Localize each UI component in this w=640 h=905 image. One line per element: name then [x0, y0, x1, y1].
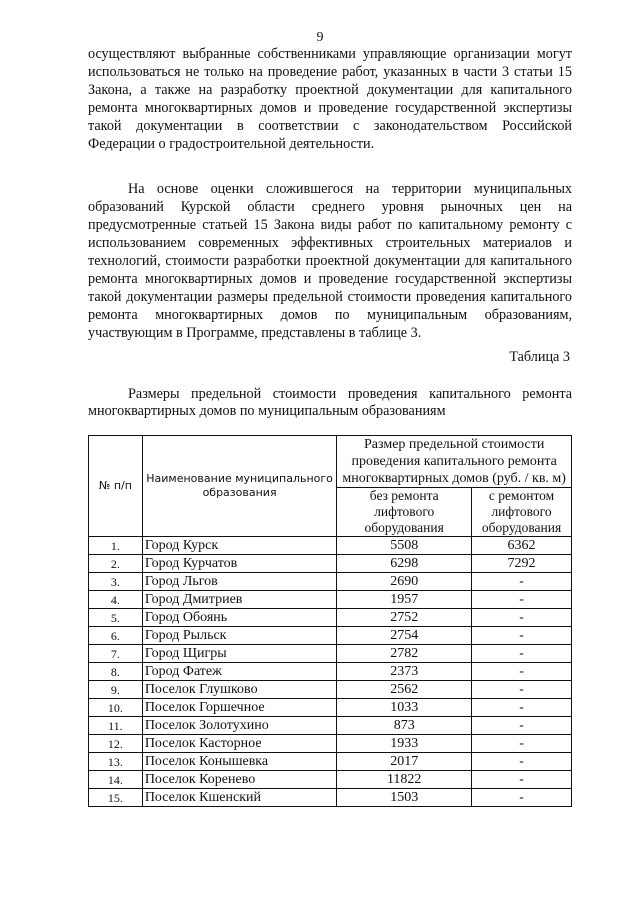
table-title: Размеры предельной стоимости проведения капитального ремонта многоквартирных домов по муниципальным образованиям	[88, 386, 572, 419]
cost-with-lift: -	[472, 771, 572, 789]
row-number: 8.	[89, 663, 143, 681]
table-row	[89, 645, 572, 663]
cost-without-lift: 2690	[337, 573, 472, 591]
header-without-lift: без ремонта лифтового оборудования	[337, 488, 472, 537]
table-row	[89, 789, 572, 807]
row-number: 12.	[89, 735, 143, 753]
municipality-name: Поселок Золотухино	[142, 717, 337, 735]
row-number: 11.	[89, 717, 143, 735]
row-number: 3.	[89, 573, 143, 591]
municipality-name: Город Курск	[142, 537, 337, 555]
row-number: 14.	[89, 771, 143, 789]
cost-with-lift: -	[472, 573, 572, 591]
table-row	[89, 735, 572, 753]
row-number: 9.	[89, 681, 143, 699]
table-row	[89, 573, 572, 591]
table-row	[89, 717, 572, 735]
header-cost-limit: Размер предельной стоимости проведения капитального ремонта многоквартирных домов (руб. / кв. м)	[337, 436, 572, 488]
cost-with-lift: -	[472, 735, 572, 753]
municipality-name: Поселок Кшенский	[142, 789, 337, 807]
table-row	[89, 681, 572, 699]
municipality-name: Поселок Коренево	[142, 771, 337, 789]
row-number: 1.	[89, 537, 143, 555]
row-number: 7.	[89, 645, 143, 663]
cost-with-lift: -	[472, 591, 572, 609]
municipality-name: Поселок Конышевка	[142, 753, 337, 771]
cost-without-lift: 2562	[337, 681, 472, 699]
table-row	[89, 627, 572, 645]
municipality-name: Поселок Горшечное	[142, 699, 337, 717]
cost-with-lift: -	[472, 753, 572, 771]
cost-with-lift: -	[472, 645, 572, 663]
cost-without-lift: 2017	[337, 753, 472, 771]
cost-with-lift: -	[472, 663, 572, 681]
row-number: 10.	[89, 699, 143, 717]
table-body	[89, 537, 572, 807]
table-label: Таблица 3	[509, 349, 570, 365]
cost-without-lift: 2782	[337, 645, 472, 663]
table-row	[89, 591, 572, 609]
row-number: 2.	[89, 555, 143, 573]
table-row	[89, 753, 572, 771]
municipality-name: Поселок Глушково	[142, 681, 337, 699]
municipality-name: Поселок Касторное	[142, 735, 337, 753]
cost-with-lift: -	[472, 627, 572, 645]
row-number: 6.	[89, 627, 143, 645]
table-row	[89, 699, 572, 717]
cost-limits-table	[88, 435, 572, 807]
municipality-name: Город Обоянь	[142, 609, 337, 627]
row-number: 15.	[89, 789, 143, 807]
cost-with-lift: 7292	[472, 555, 572, 573]
table-row	[89, 771, 572, 789]
cost-without-lift: 11822	[337, 771, 472, 789]
municipality-name: Город Льгов	[142, 573, 337, 591]
cost-with-lift: -	[472, 717, 572, 735]
cost-with-lift: -	[472, 699, 572, 717]
cost-without-lift: 5508	[337, 537, 472, 555]
cost-without-lift: 1957	[337, 591, 472, 609]
cost-without-lift: 1503	[337, 789, 472, 807]
cost-without-lift: 1933	[337, 735, 472, 753]
row-number: 4.	[89, 591, 143, 609]
table-row	[89, 663, 572, 681]
cost-with-lift: -	[472, 681, 572, 699]
cost-without-lift: 6298	[337, 555, 472, 573]
paragraph-continuation: осуществляют выбранные собственниками управляющие организации могут использоваться не только на проведение работ, указанных в части 3 статьи 15 Закона, а также на разработку проектной документации для капитального ремонта многоквартирных домов и проведение государственной экспертизы такой документации в соответствии с законодательством Российской Федерации о градостроительной деятельности.	[88, 46, 572, 152]
cost-without-lift: 1033	[337, 699, 472, 717]
header-number: № п/п	[89, 436, 143, 537]
paragraph-cost-basis: На основе оценки сложившегося на территории муниципальных образований Курской области среднего уровня рыночных цен на предусмотренные статьей 15 Закона виды работ по капитальному ремонту с использованием современных эффективных строительных материалов и технологий, стоимости разработки проектной документации для капитального ремонта многоквартирных домов и проведение государственной экспертизы такой документации размеры предельной стоимости проведения капитального ремонта многоквартирных домов по муниципальным образованиям, участвующим в Программе, представлены в таблице 3.	[88, 181, 572, 341]
cost-without-lift: 873	[337, 717, 472, 735]
municipality-name: Город Курчатов	[142, 555, 337, 573]
table-row	[89, 609, 572, 627]
row-number: 13.	[89, 753, 143, 771]
cost-with-lift: -	[472, 609, 572, 627]
header-with-lift: с ремонтом лифтового оборудования	[472, 488, 572, 537]
cost-without-lift: 2754	[337, 627, 472, 645]
municipality-name: Город Рыльск	[142, 627, 337, 645]
page-number: 9	[316, 30, 324, 45]
cost-without-lift: 2373	[337, 663, 472, 681]
table-row	[89, 555, 572, 573]
table-row	[89, 537, 572, 555]
cost-without-lift: 2752	[337, 609, 472, 627]
cost-with-lift: 6362	[472, 537, 572, 555]
municipality-name: Город Фатеж	[142, 663, 337, 681]
row-number: 5.	[89, 609, 143, 627]
cost-with-lift: -	[472, 789, 572, 807]
municipality-name: Город Дмитриев	[142, 591, 337, 609]
municipality-name: Город Щигры	[142, 645, 337, 663]
header-municipality: Наименование муниципального образования	[142, 436, 337, 537]
